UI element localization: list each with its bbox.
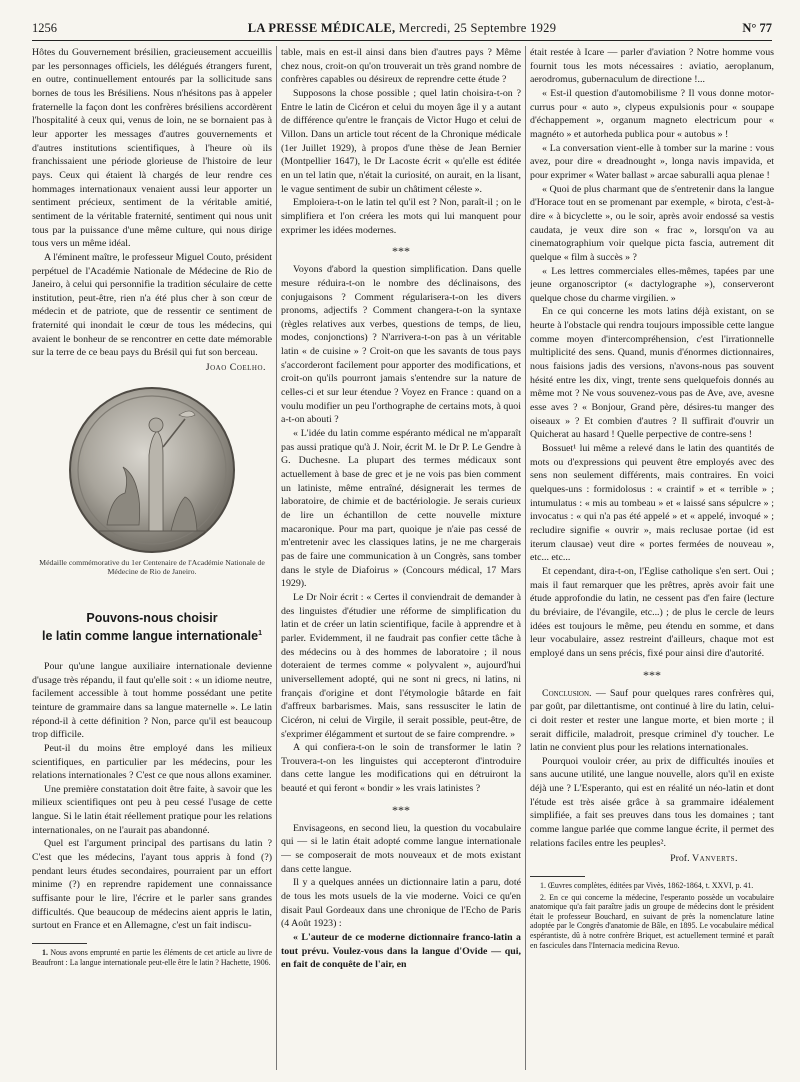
signature-title: Prof.	[670, 853, 690, 865]
paragraph: Emploiera-t-on le latin tel qu'il est ? Non, paraît-il ; on le simplifiera et l'on créera les mots qui lui manquent pour exprimer les idées modernes.	[281, 197, 521, 236]
paragraph: Il y a quelques années un dictionnaire latin a paru, doté de tous les mots usuels de la vie moderne. Voici ce qu'en disait Paul Gordeaux dans une chronique de l'Echo de Paris (4 Août 1923) :	[281, 877, 521, 930]
paragraph: En ce qui concerne les mots latins déjà existant, on se heurte à l'obstacle qui rendra toujours impossible cette langue comme moyen d'intercompréhension, c'est l'irrationnelle multiplicité des sens. Quand, munis d'énormes dictionnaires, nous faisions jadis des versions, n'avons-nous pas souvent hésité entre les dix, vingt, trente sens quelquefois donnés au même mot ? Ne vous souvenez-vous pas de Ave, ave, avesne esse aves ? « Bonjour, Grand père, désires-tu manger des oiseaux » ? Et combien d'autres ? Il suffirait d'ouvrir un Quicherat au hasard ! Quelle perpective de contre-sens !	[530, 306, 774, 441]
paragraph: « Les lettres commerciales elles-mêmes, tapées par une jeune organoscriptor (« dactylographe »), conserveront quelque chose du charme virgilien. »	[530, 265, 774, 304]
medal-figure	[32, 385, 272, 576]
paragraph: Voyons d'abord la question simplification. Dans quelle mesure réduira-t-on le nombre des déclinaisons, des conjugaisons ? Comment régularisera-t-on les divers pronoms, adjectifs ? Comment changera-t-on la syntaxe (règles relatives aux verbes, questions de temps, de lieu, modes, conjonctions) ? N'arrivera-t-on pas à un véritable latin « de cuisine » ? Croit-on que les savants de tous pays s'accorderont facilement pour apporter des modifications, et croit-on qu'ils pourront jamais s'entendre sur la nature de celles-ci et sur leur étendue ? Voyez en France : quand on a voulu modifier un peu l'orthographe de certains mots, à quoi a-t-on abouti ?	[281, 264, 521, 426]
paragraph: « La conversation vient-elle à tomber sur la marine : vous avez, pour dire « dreadnought », longa navis impavida, et pour exprimer « Water ballast » arcae saburalli aqua plenae !	[530, 142, 774, 181]
paragraph: table, mais en est-il ainsi dans bien d'autres pays ? Même chez nous, croit-on qu'on trouverait un très grand nombre de confrères capables ou désireux de reprendre cette étude ?	[281, 47, 521, 86]
paragraph: Une première constatation doit être faite, à savoir que les milieux scientifiques ont peu à peu cessé l'usage de cette langue. Si le latin était réellement pratique pour les relations internationales, on ne l'aurait pas abandonné.	[32, 783, 272, 836]
medal-caption: Médaille commémorative du 1er Centenaire de l'Académie Nationale de Médecine de Rio de Janeiro.	[39, 557, 265, 576]
column-left	[32, 46, 272, 1074]
footnote	[32, 948, 272, 967]
section-separator: ***	[392, 244, 410, 259]
footnote-rule	[530, 876, 585, 877]
signature: Joao Coelho.	[205, 362, 266, 374]
paragraph: Supposons la chose possible ; quel latin choisira-t-on ? Entre le latin de Cicéron et celui du moyen âge il y a autant de différence qu'entre le français de Victor Hugo et celui de Villon. Dans un article tout récent de la Chronique médicale (1er Juillet 1929), à propos d'une thèse de Jean Bernier (Montpellier 1647), le Dr Lacoste écrit « qu'elle est éditée en un tel latin que, n'était la curiosité, on aurait, en la lisant, le vague sentiment de subir un châtiment céleste ».	[281, 87, 521, 195]
paragraph: A qui confiera-t-on le soin de transformer le latin ? Trouvera-t-on les linguistes qui accepteront d'introduire dans cette langue les modifications qui en détruiront la beauté et qui feront « bondir » les vrais latinistes ?	[281, 742, 521, 795]
conclusion-text: — Sauf pour quelques rares confrères qui, par goût, par dilettantisme, ont continué à lire du latin, celui-ci doit rester et rester une langue morte, et bien morte ; il serait difficile, maladroit, presque criminel d'y toucher. Le latin ne convient plus pour les relations internationales.	[530, 687, 774, 754]
medal-image	[67, 385, 237, 555]
issue-number: N° 77	[742, 21, 772, 35]
paragraph: A l'éminent maître, le professeur Miguel Couto, président perpétuel de l'Académie Nationale de Médecine de Rio de Janeiro, à celui qui personnifie la tradition séculaire de cette institution, peut-être, rien n'a été plus cher à son cœur de médecin et de patriote, que de ressentir ce sentiment de fraternité qui inondait le cœur de tous les médecins, qui avaient le bonheur de se rencontrer en cette date mémorable sur la terre de ce beau pays du Brésil qui fut son berceau.	[32, 251, 272, 359]
paragraph: Pourquoi vouloir créer, au prix de difficultés inouïes et sans aucune utilité, une langue nouvelle, alors qu'il en existe déjà une ? L'Esperanto, qui est en réalité un néo-latin et dont l'étude est très aisée grâce à sa grammaire idéalement simplifiée, a fait ses preuves dans tous les domaines ; tant comme langue parlée que comme langue écrite, il permet des relations faciles entre les peuples².	[530, 755, 774, 849]
paragraph: Hôtes du Gouvernement brésilien, gracieusement accueillis par les personnages officiels, les délégués étrangers furent, en outre, continuellement entourés par la sollicitude sans bornes de tous les Brésiliens. Nous n'hésitons pas à appeler fraternelle la façon dont les confrères brésiliens accordèrent l'hospitalité à ceux qui, venus de loin, ne se bornaient pas à leur apporter les messages d'autres gouvernements et d'autres institutions scientifiques, à l'heure où ils franchissaient une période glorieuse de l'histoire de leur pays. Ceux qui étaient là chargés de leur rendre ces hommages internationaux venaient aussi leur apporter un sentiment précieux, sentiment de la véritable amitié, sentiment de la véritable fraternité, sentiment qui nous unit tous par la puissance d'une même culture, qui nous dirige tous vers un même idéal.	[32, 47, 272, 250]
paragraph: « Quoi de plus charmant que de s'entretenir dans la langue d'Horace tout en se promenant par exemple, « birota, c'est-à-dire « à bicyclette », ou le soir, après avoir endossé sa vestis caudata, je veux dire son « frac », lorsqu'on va au cinematographium voir quelque picta fascia, autrement dit quelque « film à succès » ?	[530, 183, 774, 263]
page-number: 1256	[32, 21, 57, 35]
journal-title-line	[32, 21, 772, 36]
paragraph: était restée à Icare — parler d'aviation ? Notre homme vous fournit tous les mots nécessaires : aviatio, aeroplanum, aerodromus, gubernaculum de directione !...	[530, 47, 774, 86]
paragraph: Pour qu'une langue auxiliaire internationale devienne d'usage très répandu, il faut qu'elle soit : « un idiome neutre, facilement accessible à tout homme possédant une petite teinture de grammaire dans sa langue maternelle ». Le latin répond-il à cette définition ? Non, parce qu'il est beaucoup trop difficile.	[32, 660, 272, 741]
paragraph: « L'auteur de ce moderne dictionnaire franco-latin a tout prévu. Voulez-vous dans la langue d'Ovide — qui, en fait de conquête de l'air, en	[281, 932, 521, 971]
article-title-line	[32, 626, 272, 644]
footnote-ref: 1	[258, 629, 262, 637]
section-separator: ***	[643, 667, 661, 682]
article-title	[32, 610, 272, 644]
paragraph: Envisageons, en second lieu, la question du vocabulaire qui — si le latin était adopté comme langue internationale — se composerait de mots nouveaux et de mots existant dans cette langue.	[281, 822, 521, 875]
footnote: 1. Œuvres complètes, éditées par Vivès, 1862-1864, t. XXVI, p. 41.	[540, 881, 754, 891]
column-middle	[281, 46, 521, 1074]
paragraph: Le Dr Noir écrit : « Certes il conviendrait de demander à des linguistes d'étudier une réforme de simplification du latin et de créer un latin scientifique, facile à apprendre et à parler. Evidemment, il ne faudrait pas confier cette tâche à des médecins ou à des hommes de laboratoire ; il nous doteraient de termes comme « polyvalent », aujourd'hui universellement adopté, qui ne sont ni grecs, ni latins, ni français d'origine et dont l'étymologie bâtarde en fait d'affreux barbarismes. Mais, sans ressusciter le latin de Cicéron, ni celui de Virgile, il serait possible, peut-être, de s'exprimer élégamment et surtout de se faire comprendre. »	[281, 591, 521, 740]
article-title-line: Pouvons-nous choisir	[86, 610, 218, 625]
section-separator: ***	[392, 802, 410, 817]
page-header	[32, 18, 772, 41]
journal-title: LA PRESSE MÉDICALE,	[247, 21, 396, 35]
signature	[530, 852, 738, 866]
column-divider	[525, 46, 526, 1070]
issue-date: Mercredi, 25 Septembre 1929	[398, 21, 557, 35]
footnote: 2. En ce qui concerne la médecine, l'esperanto possède un vocabulaire anatomique qu'a fait paraître jadis un groupe de médecins dont le président était le professeur Bouchard, en suivant de près la nomenclature latine adoptée par le Congrès d'anatomie de Bâle, en 1895. Le vocabulaire médical espérantiste, dû à notre confrère Briquet, est actuellement terminé et paraît en fascicules dans l'Internacia medicina Revuo.	[530, 892, 774, 950]
article-title-text: le latin comme langue internationale	[42, 628, 259, 643]
footnote-text: Nous avons emprunté en partie les éléments de cet article au livre de Beaufront : La langue internationale peut-elle être le latin ? Hachette, 1906.	[32, 948, 272, 967]
conclusion-label: Conclusion.	[542, 687, 592, 699]
paragraph: Bossuet¹ lui même a relevé dans le latin des quantités de mots ou d'expressions qui peuvent être employés avec des sens non seulement différents, mais contraires. En voici quelques-uns : formidolosus : « craintif » et « terrible » ; intumulatus : « mis au tombeau » et « laissé sans sépulcre » ; invocatus : « qui n'a pas été appelé » et « appelé, invoqué » ; recludire signifie « ouvrir », mais reclusae portae (id est iterum clausae) veut dire « portes fermées de nouveau », etc... etc...	[530, 443, 774, 564]
paragraph: Peut-il du moins être employé dans les milieux scientifiques, en particulier par les médecins, pour les relations internationales ? C'est ce que nous allons examiner.	[32, 742, 272, 782]
paragraph	[530, 687, 774, 755]
paragraph: « L'idée du latin comme espéranto médical ne m'apparaît pas aussi pratique qu'à J. Noir, écrit M. le Dr P. Le Gendre à G. Duchesne. La plupart des termes médicaux sont actuellement à base de grec et je ne vois pas bien comment un latiniste, même entraîné, désignerait les termes de laboratoire, de chimie et de bactériologie. Je serais curieux de lire un échantillon de cette nouvelle mixture macaronique. Pour ma part, quoique je n'aie pas cessé de m'entretenir avec les classiques latins, je ne me chargerais pas de faire une communication à un Congrès, sans tomber dans le style de Diafoirus » (Concours médical, 17 Mars 1929).	[281, 428, 521, 590]
footnote-rule	[32, 943, 87, 944]
column-right	[530, 46, 774, 1074]
paragraph: « Est-il question d'automobilisme ? Il vous donne motor-currus pour « auto », clypeus expulsionis pour « soupape d'échappement », organum magneto electricum pour « magnéto » et autorheda publica pour « autobus » !	[530, 87, 774, 140]
paragraph: Et cependant, dira-t-on, l'Eglise catholique s'en sert. Oui ; mais il faut remarquer que les prêtres, après avoir fait une étude approfondie du latin, ne cessent pas d'en faire (lecture du bréviaire, de l'évangile, etc...) ; de plus le cercle de leurs idées est toujours le même, peu étendu en somme, et dans leur vocabulaire, assez restreint d'ailleurs, chaque mot est employé dans un sens précis, fixé pour ainsi dire d'autorité.	[530, 565, 774, 659]
paragraph: Quel est l'argument principal des partisans du latin ? C'est que les médecins, l'ayant tous appris à fond (?) pendant leurs études secondaires, pourraient par un effort minime (?) en reprendre rapidement une connaissance suffisante pour le lire, l'écrire et le parler sans grandes difficultés. Que beaucoup de médecins aient appris le latin, surtout en France et en Allemagne, c'est un fait indiscu-	[32, 838, 272, 932]
signature-name: Vanverts.	[692, 853, 738, 865]
footnote-number: 1.	[42, 948, 48, 958]
column-divider	[276, 46, 277, 1070]
